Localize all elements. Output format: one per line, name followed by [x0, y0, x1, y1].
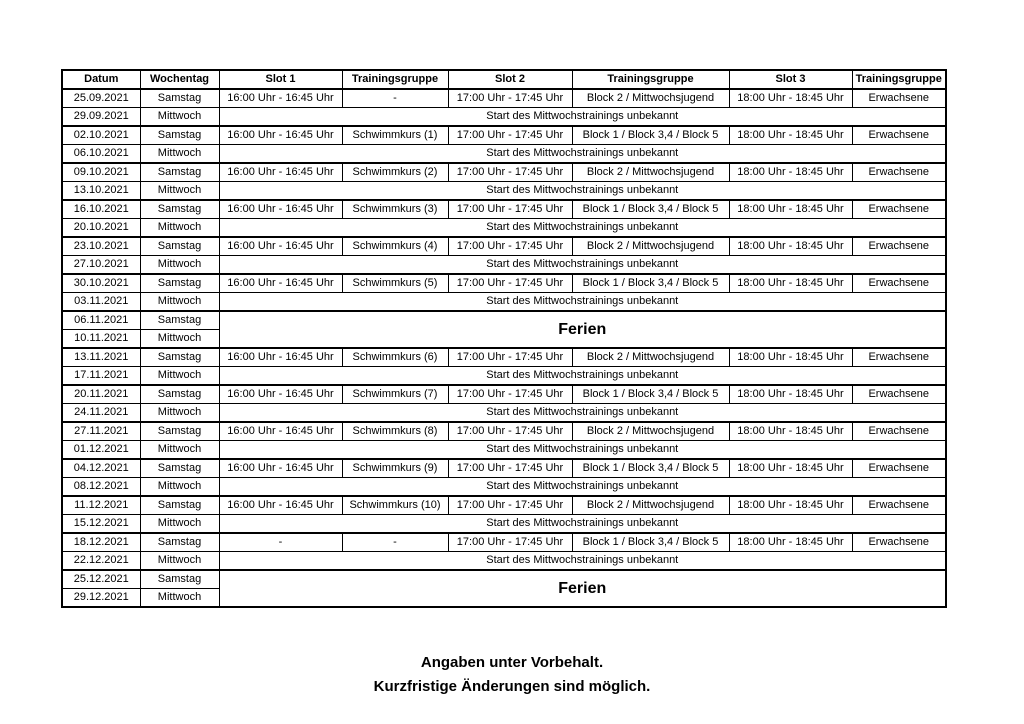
date-cell: 29.09.2021: [62, 108, 140, 127]
slot-3-cell: 18:00 Uhr - 18:45 Uhr: [729, 422, 852, 441]
date-cell: 22.12.2021: [62, 552, 140, 571]
header-slot-2: Slot 2: [448, 70, 572, 89]
group-3-cell: Erwachsene: [852, 126, 946, 145]
group-1-cell: Schwimmkurs (10): [342, 496, 448, 515]
group-1-cell: Schwimmkurs (3): [342, 200, 448, 219]
date-cell: 16.10.2021: [62, 200, 140, 219]
weekday-cell: Samstag: [140, 459, 219, 478]
date-cell: 13.11.2021: [62, 348, 140, 367]
group-2-cell: Block 1 / Block 3,4 / Block 5: [572, 200, 729, 219]
wednesday-note-cell: Start des Mittwochstrainings unbekannt: [219, 182, 946, 201]
group-3-cell: Erwachsene: [852, 422, 946, 441]
slot-2-cell: 17:00 Uhr - 17:45 Uhr: [448, 348, 572, 367]
group-2-cell: Block 1 / Block 3,4 / Block 5: [572, 274, 729, 293]
group-2-cell: Block 2 / Mittwochsjugend: [572, 237, 729, 256]
weekday-cell: Mittwoch: [140, 219, 219, 238]
weekday-cell: Samstag: [140, 385, 219, 404]
table-row: [62, 126, 946, 145]
weekday-cell: Mittwoch: [140, 293, 219, 312]
date-cell: 27.11.2021: [62, 422, 140, 441]
group-3-cell: Erwachsene: [852, 348, 946, 367]
date-cell: 20.10.2021: [62, 219, 140, 238]
weekday-cell: Mittwoch: [140, 589, 219, 608]
slot-1-cell: 16:00 Uhr - 16:45 Uhr: [219, 163, 342, 182]
group-3-cell: Erwachsene: [852, 163, 946, 182]
group-2-cell: Block 2 / Mittwochsjugend: [572, 348, 729, 367]
wednesday-note-cell: Start des Mittwochstrainings unbekannt: [219, 441, 946, 460]
weekday-cell: Samstag: [140, 570, 219, 589]
slot-2-cell: 17:00 Uhr - 17:45 Uhr: [448, 274, 572, 293]
slot-1-cell: 16:00 Uhr - 16:45 Uhr: [219, 126, 342, 145]
weekday-cell: Samstag: [140, 163, 219, 182]
date-cell: 09.10.2021: [62, 163, 140, 182]
group-1-cell: Schwimmkurs (7): [342, 385, 448, 404]
date-cell: 17.11.2021: [62, 367, 140, 386]
table-row: [62, 108, 946, 127]
date-cell: 01.12.2021: [62, 441, 140, 460]
table-row: [62, 515, 946, 534]
weekday-cell: Mittwoch: [140, 515, 219, 534]
group-2-cell: Block 1 / Block 3,4 / Block 5: [572, 533, 729, 552]
date-cell: 25.09.2021: [62, 89, 140, 108]
table-row: [62, 219, 946, 238]
table-row: [62, 145, 946, 164]
date-cell: 04.12.2021: [62, 459, 140, 478]
group-1-cell: Schwimmkurs (9): [342, 459, 448, 478]
group-1-cell: Schwimmkurs (4): [342, 237, 448, 256]
slot-3-cell: 18:00 Uhr - 18:45 Uhr: [729, 496, 852, 515]
table-row: [62, 552, 946, 571]
weekday-cell: Samstag: [140, 496, 219, 515]
weekday-cell: Mittwoch: [140, 404, 219, 423]
group-3-cell: Erwachsene: [852, 237, 946, 256]
table-row: [62, 533, 946, 552]
table-row: [62, 182, 946, 201]
slot-3-cell: 18:00 Uhr - 18:45 Uhr: [729, 459, 852, 478]
group-2-cell: Block 2 / Mittwochsjugend: [572, 89, 729, 108]
weekday-cell: Mittwoch: [140, 108, 219, 127]
slot-2-cell: 17:00 Uhr - 17:45 Uhr: [448, 163, 572, 182]
date-cell: 15.12.2021: [62, 515, 140, 534]
weekday-cell: Mittwoch: [140, 330, 219, 349]
group-1-cell: Schwimmkurs (2): [342, 163, 448, 182]
weekday-cell: Mittwoch: [140, 441, 219, 460]
date-cell: 27.10.2021: [62, 256, 140, 275]
slot-1-cell: 16:00 Uhr - 16:45 Uhr: [219, 459, 342, 478]
slot-2-cell: 17:00 Uhr - 17:45 Uhr: [448, 533, 572, 552]
table-row: [62, 385, 946, 404]
wednesday-note-cell: Start des Mittwochstrainings unbekannt: [219, 404, 946, 423]
group-3-cell: Erwachsene: [852, 385, 946, 404]
table-row: [62, 348, 946, 367]
slot-3-cell: 18:00 Uhr - 18:45 Uhr: [729, 237, 852, 256]
group-2-cell: Block 2 / Mittwochsjugend: [572, 496, 729, 515]
table-row: [62, 256, 946, 275]
slot-1-cell: -: [219, 533, 342, 552]
header-slot-1: Slot 1: [219, 70, 342, 89]
weekday-cell: Mittwoch: [140, 367, 219, 386]
date-cell: 23.10.2021: [62, 237, 140, 256]
group-1-cell: Schwimmkurs (5): [342, 274, 448, 293]
header-slot-3: Slot 3: [729, 70, 852, 89]
header-wochentag: Wochentag: [140, 70, 219, 89]
weekday-cell: Samstag: [140, 422, 219, 441]
wednesday-note-cell: Start des Mittwochstrainings unbekannt: [219, 293, 946, 312]
group-1-cell: Schwimmkurs (8): [342, 422, 448, 441]
weekday-cell: Samstag: [140, 200, 219, 219]
group-3-cell: Erwachsene: [852, 89, 946, 108]
group-2-cell: Block 1 / Block 3,4 / Block 5: [572, 385, 729, 404]
slot-2-cell: 17:00 Uhr - 17:45 Uhr: [448, 459, 572, 478]
slot-2-cell: 17:00 Uhr - 17:45 Uhr: [448, 422, 572, 441]
weekday-cell: Samstag: [140, 311, 219, 330]
weekday-cell: Samstag: [140, 274, 219, 293]
table-row: [62, 274, 946, 293]
slot-3-cell: 18:00 Uhr - 18:45 Uhr: [729, 348, 852, 367]
weekday-cell: Mittwoch: [140, 256, 219, 275]
date-cell: 20.11.2021: [62, 385, 140, 404]
holiday-cell: Ferien: [219, 311, 946, 348]
group-1-cell: -: [342, 89, 448, 108]
header-datum: Datum: [62, 70, 140, 89]
table-row: [62, 404, 946, 423]
date-cell: 06.10.2021: [62, 145, 140, 164]
slot-1-cell: 16:00 Uhr - 16:45 Uhr: [219, 385, 342, 404]
group-1-cell: Schwimmkurs (6): [342, 348, 448, 367]
date-cell: 08.12.2021: [62, 478, 140, 497]
slot-3-cell: 18:00 Uhr - 18:45 Uhr: [729, 533, 852, 552]
slot-3-cell: 18:00 Uhr - 18:45 Uhr: [729, 163, 852, 182]
schedule-body: [62, 89, 946, 607]
table-row: [62, 237, 946, 256]
date-cell: 18.12.2021: [62, 533, 140, 552]
weekday-cell: Samstag: [140, 237, 219, 256]
group-1-cell: Schwimmkurs (1): [342, 126, 448, 145]
disclaimer-line-2: Kurzfristige Änderungen sind möglich.: [373, 678, 651, 695]
group-2-cell: Block 2 / Mittwochsjugend: [572, 422, 729, 441]
group-3-cell: Erwachsene: [852, 274, 946, 293]
header-trainingsgruppe-2: Trainingsgruppe: [572, 70, 729, 89]
group-3-cell: Erwachsene: [852, 533, 946, 552]
header-trainingsgruppe-1: Trainingsgruppe: [342, 70, 448, 89]
header-row: [62, 70, 946, 89]
date-cell: 25.12.2021: [62, 570, 140, 589]
group-1-cell: -: [342, 533, 448, 552]
table-row: [62, 459, 946, 478]
wednesday-note-cell: Start des Mittwochstrainings unbekannt: [219, 219, 946, 238]
wednesday-note-cell: Start des Mittwochstrainings unbekannt: [219, 478, 946, 497]
weekday-cell: Mittwoch: [140, 478, 219, 497]
slot-3-cell: 18:00 Uhr - 18:45 Uhr: [729, 385, 852, 404]
group-3-cell: Erwachsene: [852, 459, 946, 478]
weekday-cell: Samstag: [140, 533, 219, 552]
date-cell: 03.11.2021: [62, 293, 140, 312]
slot-3-cell: 18:00 Uhr - 18:45 Uhr: [729, 274, 852, 293]
slot-1-cell: 16:00 Uhr - 16:45 Uhr: [219, 422, 342, 441]
weekday-cell: Samstag: [140, 89, 219, 108]
wednesday-note-cell: Start des Mittwochstrainings unbekannt: [219, 145, 946, 164]
table-row: [62, 163, 946, 182]
weekday-cell: Mittwoch: [140, 552, 219, 571]
slot-1-cell: 16:00 Uhr - 16:45 Uhr: [219, 200, 342, 219]
table-row: [62, 422, 946, 441]
table-row: [62, 200, 946, 219]
group-2-cell: Block 2 / Mittwochsjugend: [572, 163, 729, 182]
slot-2-cell: 17:00 Uhr - 17:45 Uhr: [448, 89, 572, 108]
weekday-cell: Mittwoch: [140, 182, 219, 201]
slot-2-cell: 17:00 Uhr - 17:45 Uhr: [448, 200, 572, 219]
group-2-cell: Block 1 / Block 3,4 / Block 5: [572, 459, 729, 478]
table-row: [62, 496, 946, 515]
slot-3-cell: 18:00 Uhr - 18:45 Uhr: [729, 89, 852, 108]
slot-3-cell: 18:00 Uhr - 18:45 Uhr: [729, 200, 852, 219]
wednesday-note-cell: Start des Mittwochstrainings unbekannt: [219, 552, 946, 571]
table-row: [62, 293, 946, 312]
wednesday-note-cell: Start des Mittwochstrainings unbekannt: [219, 256, 946, 275]
slot-2-cell: 17:00 Uhr - 17:45 Uhr: [448, 237, 572, 256]
date-cell: 11.12.2021: [62, 496, 140, 515]
disclaimer-line-1: Angaben unter Vorbehalt.: [420, 654, 604, 671]
group-3-cell: Erwachsene: [852, 496, 946, 515]
date-cell: 29.12.2021: [62, 589, 140, 608]
weekday-cell: Samstag: [140, 126, 219, 145]
group-3-cell: Erwachsene: [852, 200, 946, 219]
wednesday-note-cell: Start des Mittwochstrainings unbekannt: [219, 515, 946, 534]
slot-3-cell: 18:00 Uhr - 18:45 Uhr: [729, 126, 852, 145]
slot-2-cell: 17:00 Uhr - 17:45 Uhr: [448, 126, 572, 145]
slot-2-cell: 17:00 Uhr - 17:45 Uhr: [448, 496, 572, 515]
table-row: [62, 311, 946, 330]
date-cell: 02.10.2021: [62, 126, 140, 145]
table-row: [62, 570, 946, 589]
weekday-cell: Mittwoch: [140, 145, 219, 164]
training-schedule-table: [61, 69, 947, 608]
group-2-cell: Block 1 / Block 3,4 / Block 5: [572, 126, 729, 145]
slot-1-cell: 16:00 Uhr - 16:45 Uhr: [219, 89, 342, 108]
slot-1-cell: 16:00 Uhr - 16:45 Uhr: [219, 496, 342, 515]
date-cell: 13.10.2021: [62, 182, 140, 201]
slot-1-cell: 16:00 Uhr - 16:45 Uhr: [219, 274, 342, 293]
holiday-cell: Ferien: [219, 570, 946, 607]
header-trainingsgruppe-3: Trainingsgruppe: [852, 70, 946, 89]
slot-1-cell: 16:00 Uhr - 16:45 Uhr: [219, 348, 342, 367]
date-cell: 24.11.2021: [62, 404, 140, 423]
table-row: [62, 89, 946, 108]
table-row: [62, 441, 946, 460]
date-cell: 10.11.2021: [62, 330, 140, 349]
weekday-cell: Samstag: [140, 348, 219, 367]
slot-1-cell: 16:00 Uhr - 16:45 Uhr: [219, 237, 342, 256]
wednesday-note-cell: Start des Mittwochstrainings unbekannt: [219, 367, 946, 386]
date-cell: 06.11.2021: [62, 311, 140, 330]
date-cell: 30.10.2021: [62, 274, 140, 293]
slot-2-cell: 17:00 Uhr - 17:45 Uhr: [448, 385, 572, 404]
table-row: [62, 367, 946, 386]
table-row: [62, 478, 946, 497]
wednesday-note-cell: Start des Mittwochstrainings unbekannt: [219, 108, 946, 127]
